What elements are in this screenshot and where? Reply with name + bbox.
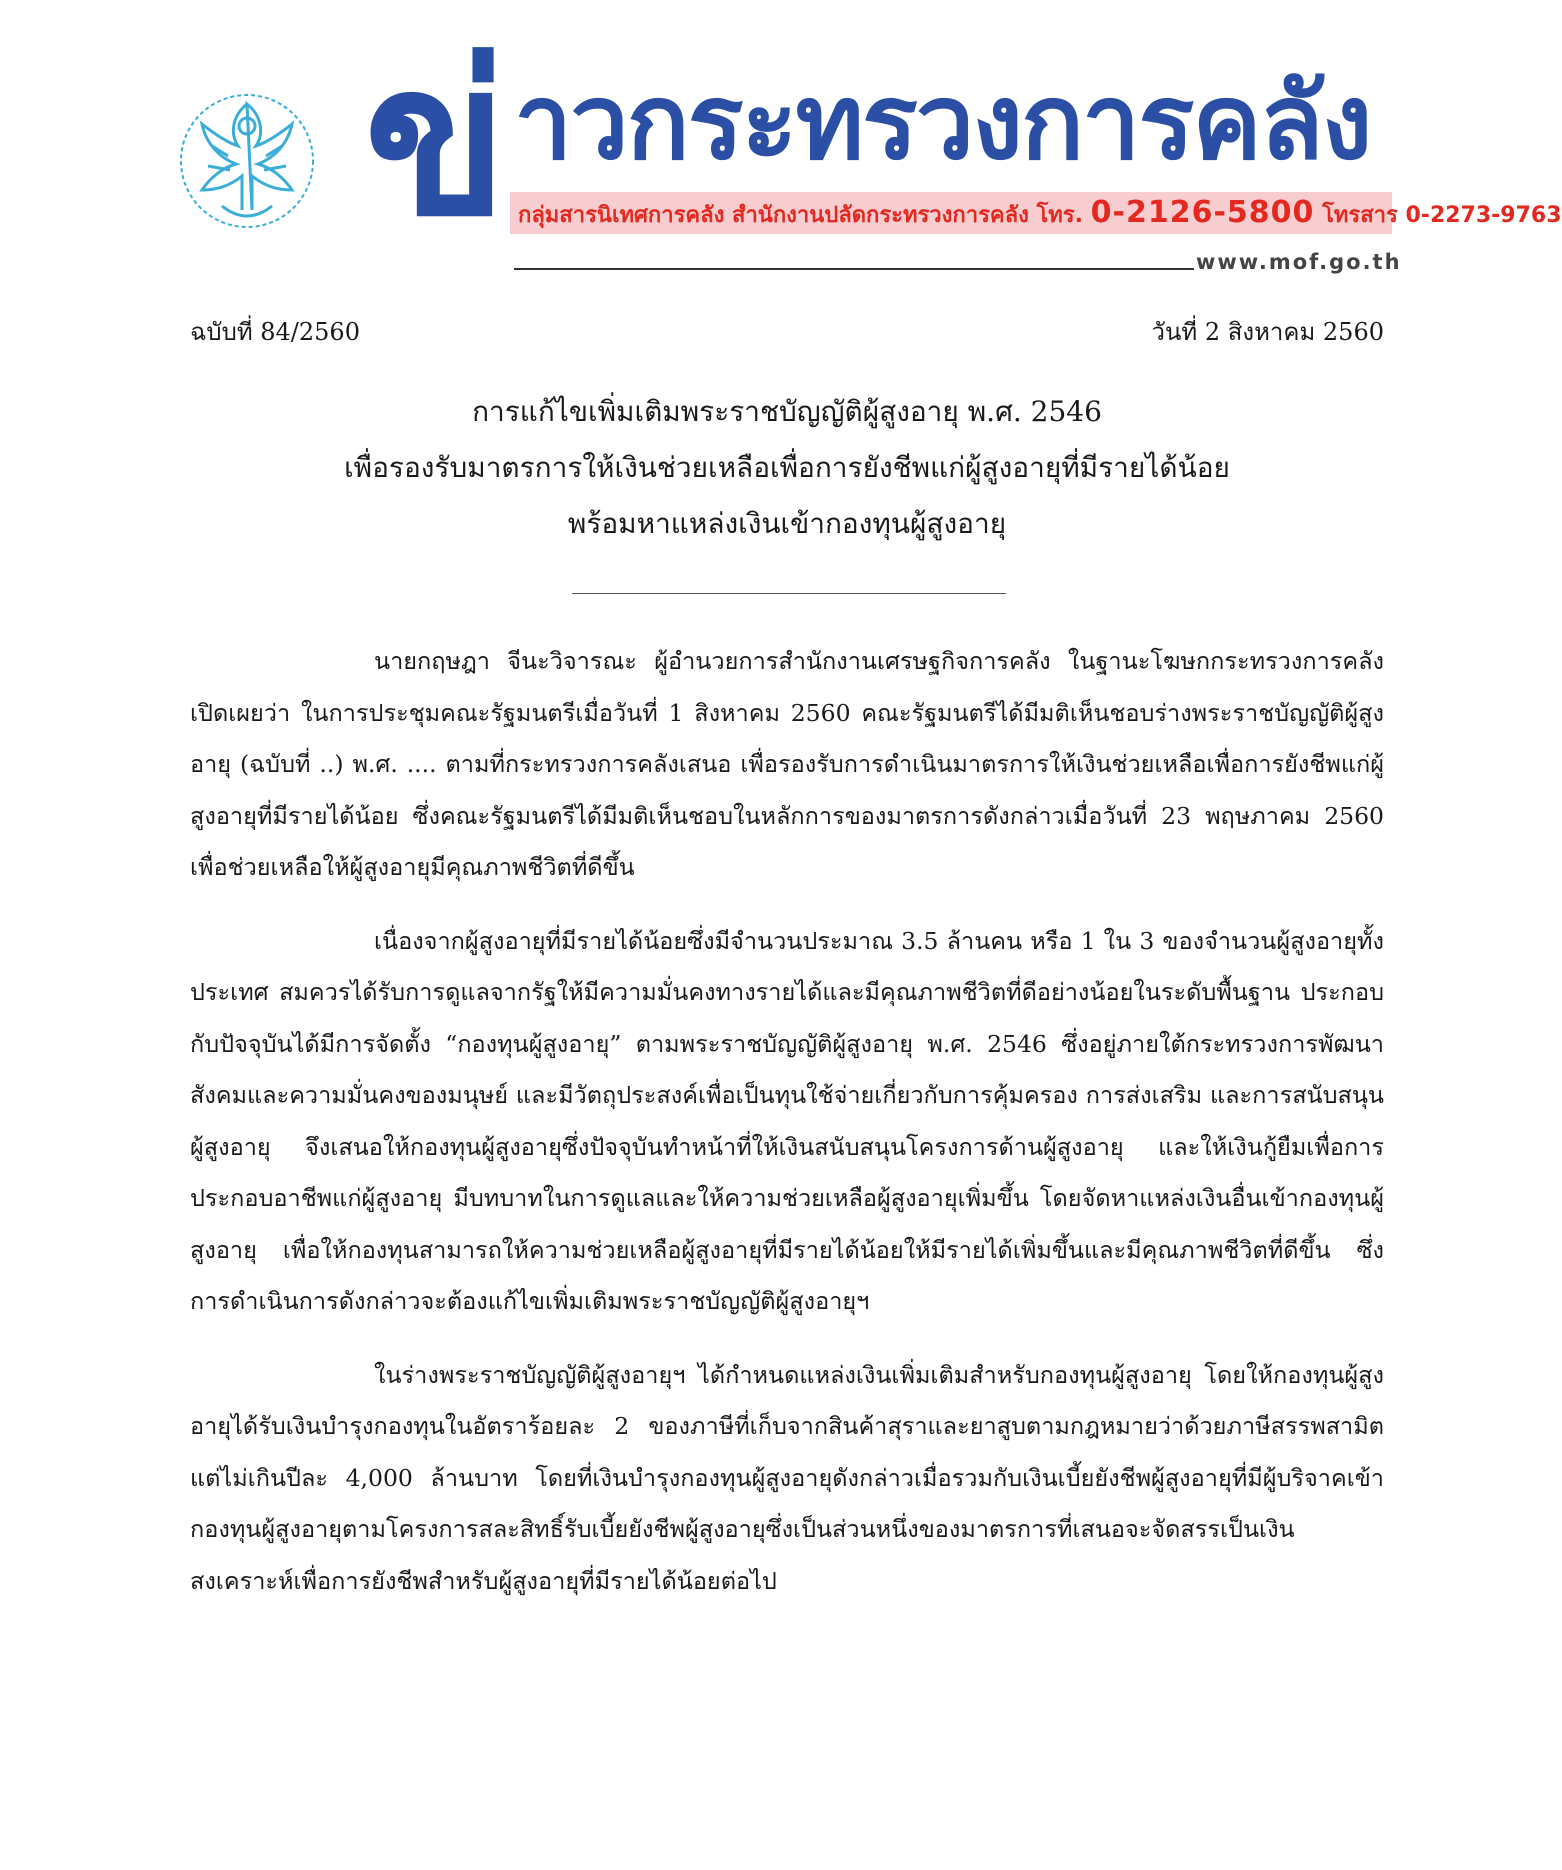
paragraph: ในร่างพระราชบัญญัติผู้สูงอายุฯ ได้กำหนดแหล่งเงินเพิ่มเติมสำหรับกองทุนผู้สูงอายุ โดยให้กองทุนผู้สูงอายุได้รับเงินบำรุงกองทุนในอัตราร้อยละ 2 ของภาษีที่เก็บจากสินค้าสุราและยาสูบตามกฎหมายว่าด้วยภาษีสรรพสามิต แต่ไม่เกินปีละ 4,000 ล้านบาท โดยที่เงินบำรุงกองทุนผู้สูงอายุดังกล่าวเมื่อรวมกับเงินเบี้ยยังชีพผู้สูงอายุที่มีผู้บริจาคเข้ากองทุนผู้สูงอายุตามโครงการสละสิทธิ์รับเบี้ยยังชีพผู้สูงอายุซึ่งเป็นส่วนหนึ่งของมาตรการที่เสนอจะจัดสรรเป็นเงินสงเคราะห์เพื่อการยังชีพสำหรับผู้สูงอายุที่มีรายได้น้อยต่อไป bbox=[190, 1360, 1384, 1595]
headline-line: การแก้ไขเพิ่มเติมพระราชบัญญัติผู้สูงอายุ พ.ศ. 2546 bbox=[472, 395, 1102, 428]
garuda-emblem-icon bbox=[172, 86, 322, 236]
issue-date: วันที่ 2 สิงหาคม 2560 bbox=[1151, 318, 1384, 346]
contact-agency: กลุ่มสารนิเทศการคลัง สำนักงานปลัดกระทรวงการคลัง โทร. bbox=[518, 203, 1083, 228]
contact-phone: 0-2126-5800 bbox=[1090, 195, 1315, 230]
headline-line: พร้อมหาแหล่งเงินเข้ากองทุนผู้สูงอายุ bbox=[567, 507, 1007, 540]
headline-line: เพื่อรองรับมาตรการให้เงินช่วยเหลือเพื่อการยังชีพแก่ผู้สูงอายุที่มีรายได้น้อย bbox=[344, 451, 1230, 484]
masthead-title: าวกระทรวงการคลัง bbox=[514, 61, 1371, 183]
issue-number: ฉบับที่ 84/2560 bbox=[190, 318, 360, 346]
masthead bbox=[0, 0, 1562, 290]
website-link[interactable]: www.mof.go.th bbox=[1196, 250, 1402, 274]
paragraph: เนื่องจากผู้สูงอายุที่มีรายได้น้อยซึ่งมีจำนวนประมาณ 3.5 ล้านคน หรือ 1 ใน 3 ของจำนวนผู้สูงอายุทั้งประเทศ สมควรได้รับการดูแลจากรัฐให้มีความมั่นคงทางรายได้และมีคุณภาพชีวิตที่ดีอย่างน้อยในระดับพื้นฐาน ประกอบกับปัจจุบันได้มีการจัดตั้ง “กองทุนผู้สูงอายุ” ตามพระราชบัญญัติผู้สูงอายุ พ.ศ. 2546 ซึ่งอยู่ภายใต้กระทรวงการพัฒนาสังคมและความมั่นคงของมนุษย์ และมีวัตถุประสงค์เพื่อเป็นทุนใช้จ่ายเกี่ยวกับการคุ้มครอง การส่งเสริม และการสนับสนุนผู้สูงอายุ จึงเสนอให้กองทุนผู้สูงอายุซึ่งปัจจุบันทำหน้าที่ให้เงินสนับสนุนโครงการด้านผู้สูงอายุ และให้เงินกู้ยืมเพื่อการประกอบอาชีพแก่ผู้สูงอายุ มีบทบาทในการดูแลและให้ความช่วยเหลือผู้สูงอายุเพิ่มขึ้น โดยจัดหาแหล่งเงินอื่นเข้ากองทุนผู้สูงอายุ เพื่อให้กองทุนสามารถให้ความช่วยเหลือผู้สูงอายุที่มีรายได้น้อยให้มีรายได้เพิ่มขึ้นและมีคุณภาพชีวิตที่ดีขึ้น ซึ่งการดำเนินการดังกล่าวจะต้องแก้ไขเพิ่มเติมพระราชบัญญัติผู้สูงอายุฯ bbox=[190, 926, 1384, 1315]
headline-divider bbox=[572, 593, 1006, 594]
paragraph: นายกฤษฎา จีนะวิจารณะ ผู้อำนวยการสำนักงานเศรษฐกิจการคลัง ในฐานะโฆษกกระทรวงการคลัง เปิดเผยว่า ในการประชุมคณะรัฐมนตรีเมื่อวันที่ 1 สิงหาคม 2560 คณะรัฐมนตรีได้มีมติเห็นชอบร่างพระราชบัญญัติผู้สูงอายุ (ฉบับที่ ..) พ.ศ. .... ตามที่กระทรวงการคลังเสนอ เพื่อรองรับการดำเนินมาตรการให้เงินช่วยเหลือเพื่อการยังชีพแก่ผู้สูงอายุที่มีรายได้น้อย ซึ่งคณะรัฐมนตรีได้มีมติเห็นชอบในหลักการของมาตรการดังกล่าวเมื่อวันที่ 23 พฤษภาคม 2560 เพื่อช่วยเหลือให้ผู้สูงอายุมีคุณภาพชีวิตที่ดีขึ้น bbox=[190, 647, 1384, 881]
headline bbox=[190, 384, 1384, 552]
contact-bar bbox=[510, 192, 1562, 234]
article-body bbox=[190, 636, 1384, 1629]
contact-fax: โทรสาร 0-2273-9763 bbox=[1322, 203, 1562, 228]
masthead-divider bbox=[514, 268, 1194, 270]
masthead-title-initial: ข่ bbox=[364, 18, 504, 263]
